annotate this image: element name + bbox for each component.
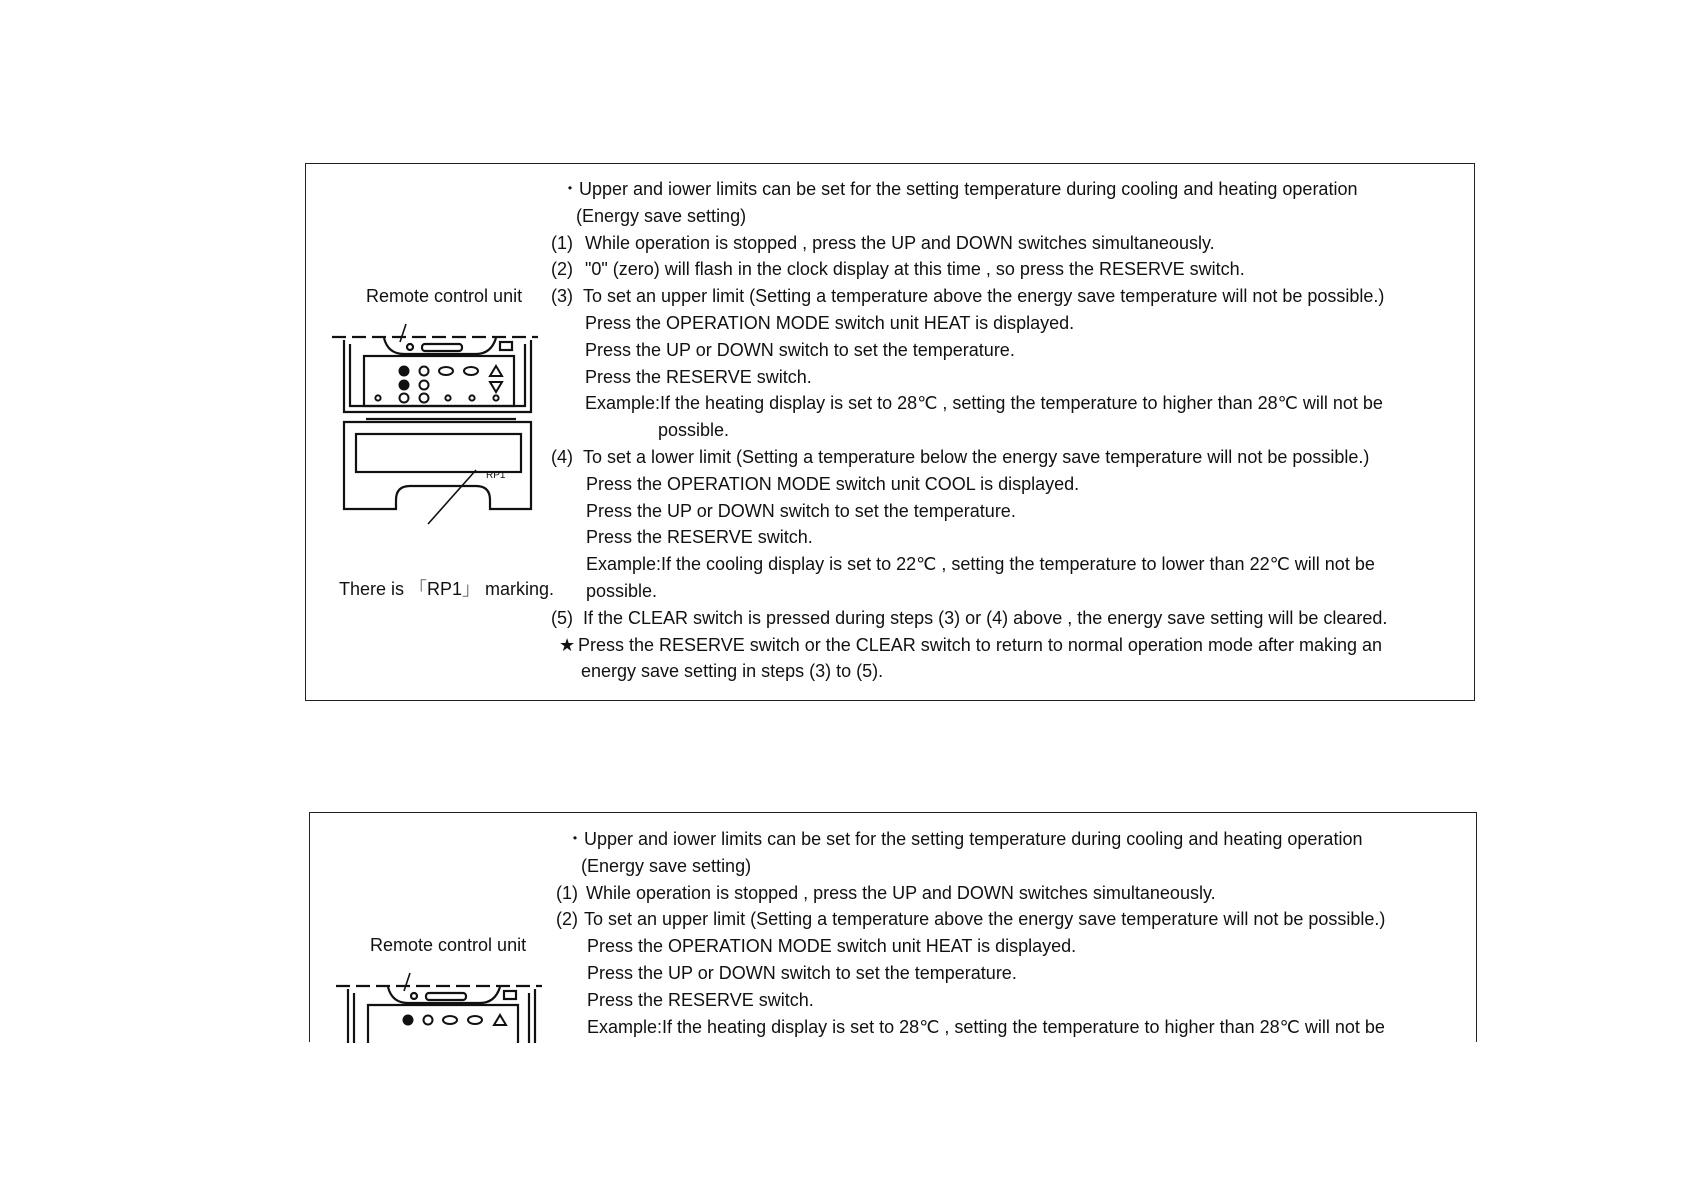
p1-line: possible.: [658, 420, 730, 441]
remote-control-label: Remote control unit: [370, 935, 527, 955]
energy-save-panel-2: [309, 812, 1477, 1042]
p2-step-2: (2) To set an upper limit (Setting a temperature above the energy save temperature will not be possible.): [556, 909, 1386, 930]
energy-save-panel-1: [305, 163, 1475, 701]
p1-step-3: (3) To set an upper limit (Setting a temperature above the energy save temperature will not be possible.): [551, 286, 1385, 307]
p1-step-5: (5) If the CLEAR switch is pressed during steps (3) or (4) above , the energy save setting will be cleared.: [551, 607, 1388, 628]
p2-line: Press the RESERVE switch.: [587, 989, 814, 1010]
p1-step-1: (1) While operation is stopped , press the UP and DOWN switches simultaneously.: [551, 232, 1215, 253]
remote-control-label: Remote control unit: [366, 286, 523, 306]
p1-step-4: (4) To set a lower limit (Setting a temperature below the energy save temperature will not be possible.): [551, 446, 1370, 467]
p2-step-1: (1) While operation is stopped , press the UP and DOWN switches simultaneously.: [556, 882, 1216, 903]
rp1-marking-caption: There is 「RP1」 marking.: [339, 579, 555, 599]
p1-line: Press the RESERVE switch.: [585, 366, 812, 387]
panel1-instructions: [551, 176, 1387, 685]
p1-line: Press the OPERATION MODE switch unit COOL is displayed.: [586, 473, 1080, 494]
p2-line: Press the UP or DOWN switch to set the temperature.: [587, 962, 1017, 983]
panel2-instructions: [556, 826, 1385, 1040]
p2-line: (Energy save setting): [581, 855, 752, 876]
p2-line: Example:If the heating display is set to 28℃ , setting the temperature to higher than 28℃ will not be: [587, 1016, 1385, 1037]
p1-line: Press the UP or DOWN switch to set the temperature.: [586, 500, 1016, 521]
p1-line: Press the UP or DOWN switch to set the temperature.: [585, 339, 1015, 360]
p2-line-intro: ・ Upper and iower limits can be set for the setting temperature during cooling and heating operation: [566, 829, 1363, 849]
p1-step-2: (2) "0" (zero) will flash in the clock display at this time , so press the RESERVE switch.: [551, 259, 1245, 280]
p1-line: possible.: [586, 580, 658, 601]
p1-line: Press the OPERATION MODE switch unit HEAT is displayed.: [585, 312, 1075, 333]
p2-line: Press the OPERATION MODE switch unit HEAT is displayed.: [587, 936, 1077, 957]
rp1-marking-text: RP1: [486, 470, 506, 481]
remote-control-figure: [326, 324, 566, 564]
p1-line: Example:If the heating display is set to 28℃ , setting the temperature to higher than 28℃ will not be: [585, 393, 1383, 414]
p1-line: Example:If the cooling display is set to 22℃ , setting the temperature to lower than 22℃ will not be: [586, 554, 1375, 575]
p1-star-note: ★ Press the RESERVE switch or the CLEAR switch to return to normal operation mode after making an: [551, 632, 1387, 659]
p1-line: energy save setting in steps (3) to (5).: [581, 661, 884, 682]
remote-control-figure-partial: [330, 973, 570, 1043]
p1-line: (Energy save setting): [576, 205, 747, 226]
star-icon: ★: [559, 634, 576, 655]
p1-line-intro: ・ Upper and iower limits can be set for the setting temperature during cooling and heating operation: [561, 179, 1358, 199]
p1-line: Press the RESERVE switch.: [586, 527, 813, 548]
